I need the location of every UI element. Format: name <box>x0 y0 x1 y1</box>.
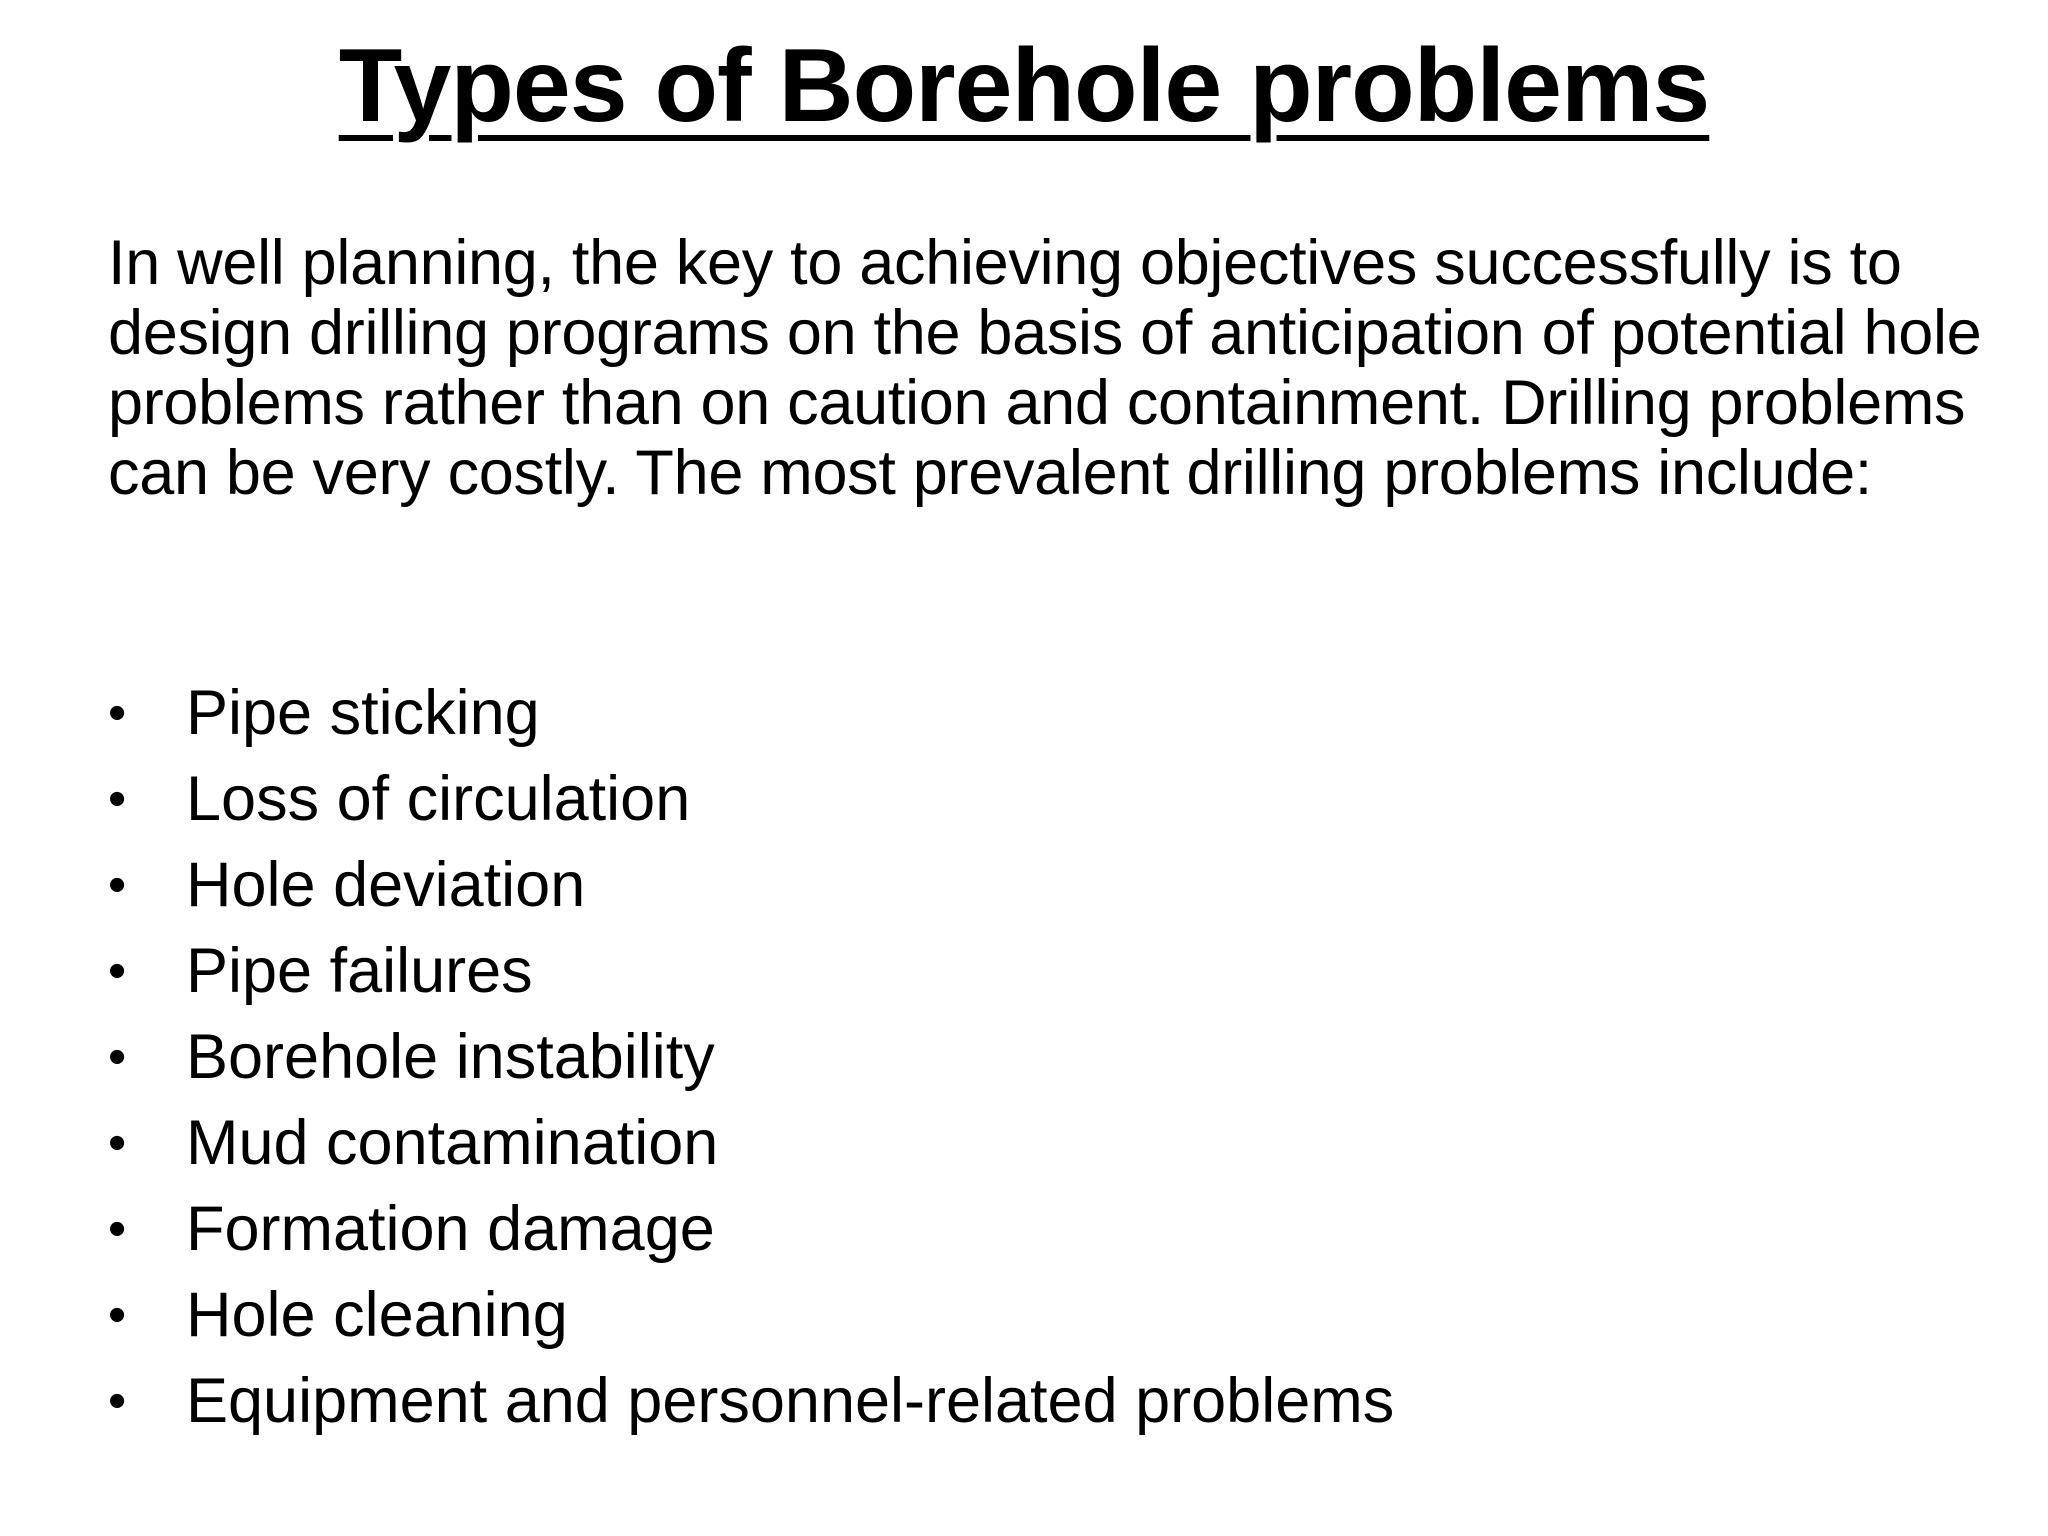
list-item-label: Mud contamination <box>186 1108 719 1178</box>
list-item-label: Hole deviation <box>186 850 586 920</box>
slide-title-text: Types of Borehole problems <box>338 28 1710 144</box>
list-item <box>108 670 1988 756</box>
list-item-label: Equipment and personnel-related problems <box>186 1366 1395 1436</box>
list-item-label: Hole cleaning <box>186 1280 568 1350</box>
bullet-icon: • <box>108 856 127 914</box>
list-item <box>108 1272 1988 1358</box>
bullet-icon: • <box>108 1200 127 1258</box>
bullet-icon: • <box>108 1286 127 1344</box>
list-item <box>108 1014 1988 1100</box>
slide-title <box>0 24 2048 149</box>
list-item-label: Loss of circulation <box>186 764 691 834</box>
bullet-icon: • <box>108 1372 127 1430</box>
list-item-label: Pipe failures <box>186 936 533 1006</box>
bullet-icon: • <box>108 684 127 742</box>
list-item <box>108 756 1988 842</box>
list-item <box>108 842 1988 928</box>
bullet-icon: • <box>108 942 127 1000</box>
bullet-icon: • <box>108 770 127 828</box>
list-item <box>108 928 1988 1014</box>
list-item <box>108 1358 1988 1444</box>
bullet-icon: • <box>108 1114 127 1172</box>
bullet-icon: • <box>108 1028 127 1086</box>
list-item <box>108 1186 1988 1272</box>
list-item-label: Borehole instability <box>186 1022 715 1092</box>
list-item <box>108 1100 1988 1186</box>
intro-paragraph: In well planning, the key to achieving objectives successfully is to design drilling programs on the basis of anticipation of potential hole problems rather than on caution and containment. Drilling problems can be very costly. The most prevalent drilling problems include: <box>108 228 1982 508</box>
problem-list <box>108 670 1988 1444</box>
list-item-label: Formation damage <box>186 1194 715 1264</box>
list-item-label: Pipe sticking <box>186 678 540 748</box>
